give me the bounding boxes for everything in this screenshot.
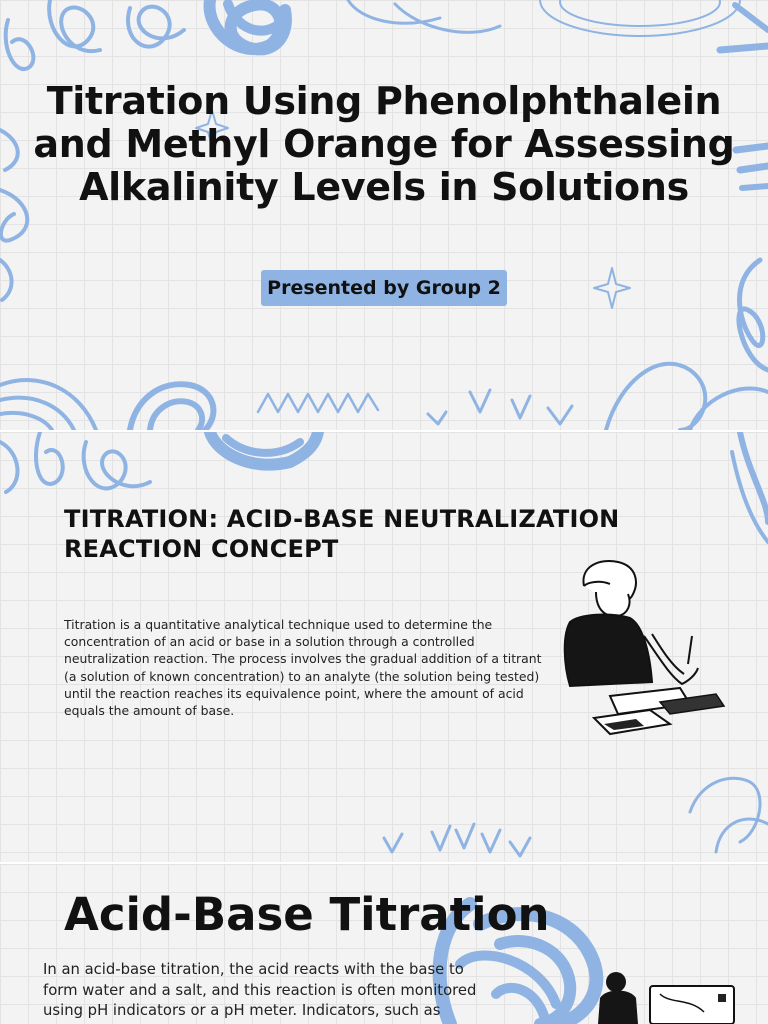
presenter-badge: Presented by Group 2 [261,270,507,306]
section-heading: Acid-Base Titration [64,888,550,941]
presentation-title: Titration Using Phenolphthalein and Methyl Orange for Assessing Alkalinity Levels in Solutions [33,79,735,209]
section-heading: TITRATION: ACID-BASE NEUTRALIZATION REACTION CONCEPT [64,505,620,563]
sparkle-icon [594,268,630,308]
scribble-decorations [0,0,768,430]
section-body: Titration is a quantitative analytical technique used to determine the concentration of an acid or base in a solution through a controlled neutralization reaction. The process involves the gradual addition of a titrant (a solution of known concentration) to an analyte (the solution being tested) until the reaction reaches its equivalence point, where the amount of acid equals the amount of base. [64,617,542,719]
section-body: In an acid-base titration, the acid reacts with the base to form water and a salt, and this reaction is often monitored using pH indicators or a pH meter. Indicators, such as [43,961,477,1019]
slide-acid-base-titration [0,864,768,1024]
slide-titration-concept [0,432,768,862]
person-illustration [540,556,730,736]
slide-title [0,0,768,430]
person-illustration-2 [590,968,740,1024]
